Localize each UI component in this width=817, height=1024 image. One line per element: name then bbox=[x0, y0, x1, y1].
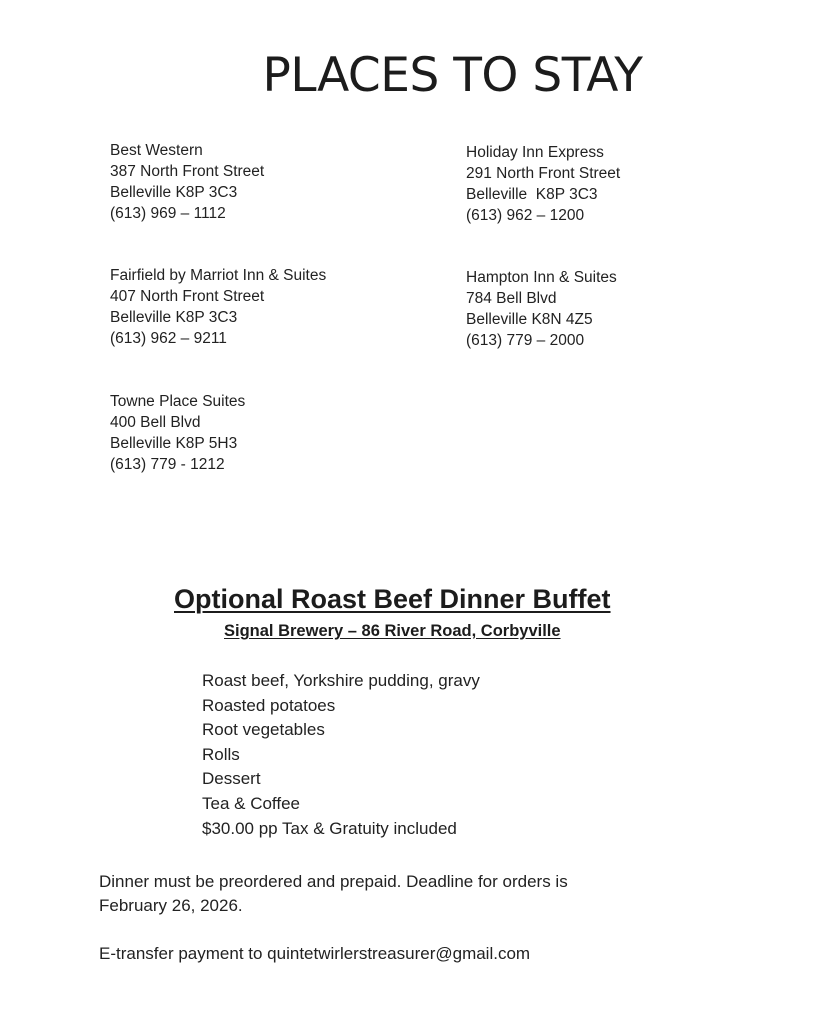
hotel-city: Belleville K8N 4Z5 bbox=[466, 311, 593, 328]
hotel-address: 407 North Front Street bbox=[110, 288, 265, 305]
hotel-phone: (613) 962 – 1200 bbox=[466, 207, 585, 224]
hotel-address: 387 North Front Street bbox=[110, 163, 265, 180]
menu-item: Roasted potatoes bbox=[202, 695, 336, 715]
page-title: PLACES TO STAY bbox=[262, 48, 643, 103]
buffet-location: Signal Brewery – 86 River Road, Corbyville bbox=[224, 622, 561, 640]
hotel-phone: (613) 779 – 2000 bbox=[466, 332, 585, 349]
deadline-line-1: Dinner must be preordered and prepaid. Deadline for orders is bbox=[99, 872, 568, 891]
hotel-name: Towne Place Suites bbox=[110, 393, 246, 410]
hotel-city: Belleville K8P 3C3 bbox=[110, 184, 238, 201]
hotel-phone: (613) 962 – 9211 bbox=[110, 330, 227, 347]
menu-item: Tea & Coffee bbox=[202, 793, 300, 813]
hotel-towne-place-suites bbox=[110, 391, 245, 475]
buffet-title: Optional Roast Beef Dinner Buffet bbox=[174, 584, 611, 614]
hotel-fairfield bbox=[110, 265, 326, 349]
deadline-line-2: February 26, 2026. bbox=[99, 896, 243, 915]
menu-item-price: $30.00 pp Tax & Gratuity included bbox=[202, 818, 457, 838]
hotel-address: 784 Bell Blvd bbox=[466, 290, 557, 307]
hotel-city: Belleville K8P 3C3 bbox=[466, 186, 598, 203]
menu-item: Dessert bbox=[202, 769, 261, 789]
hotel-holiday-inn-express bbox=[466, 142, 620, 226]
payment-note: E-transfer payment to quintetwirlerstreasurer@gmail.com bbox=[99, 944, 531, 963]
hotel-best-western bbox=[110, 140, 264, 224]
hotel-name: Hampton Inn & Suites bbox=[466, 269, 617, 286]
hotel-hampton-inn bbox=[466, 267, 617, 351]
hotel-name: Best Western bbox=[110, 142, 203, 159]
buffet-menu-list bbox=[202, 669, 480, 841]
hotel-address: 291 North Front Street bbox=[466, 165, 621, 182]
deadline-note bbox=[99, 870, 568, 918]
menu-item: Roast beef, Yorkshire pudding, gravy bbox=[202, 671, 480, 690]
menu-item: Rolls bbox=[202, 744, 240, 764]
hotel-city: Belleville K8P 5H3 bbox=[110, 435, 238, 452]
hotel-address: 400 Bell Blvd bbox=[110, 414, 201, 431]
hotel-phone: (613) 969 – 1112 bbox=[110, 205, 226, 222]
hotel-phone: (613) 779 - 1212 bbox=[110, 456, 225, 473]
hotel-name: Fairfield by Marriot Inn & Suites bbox=[110, 267, 327, 284]
menu-item: Root vegetables bbox=[202, 720, 325, 740]
hotel-city: Belleville K8P 3C3 bbox=[110, 309, 238, 326]
hotel-name: Holiday Inn Express bbox=[466, 144, 604, 161]
